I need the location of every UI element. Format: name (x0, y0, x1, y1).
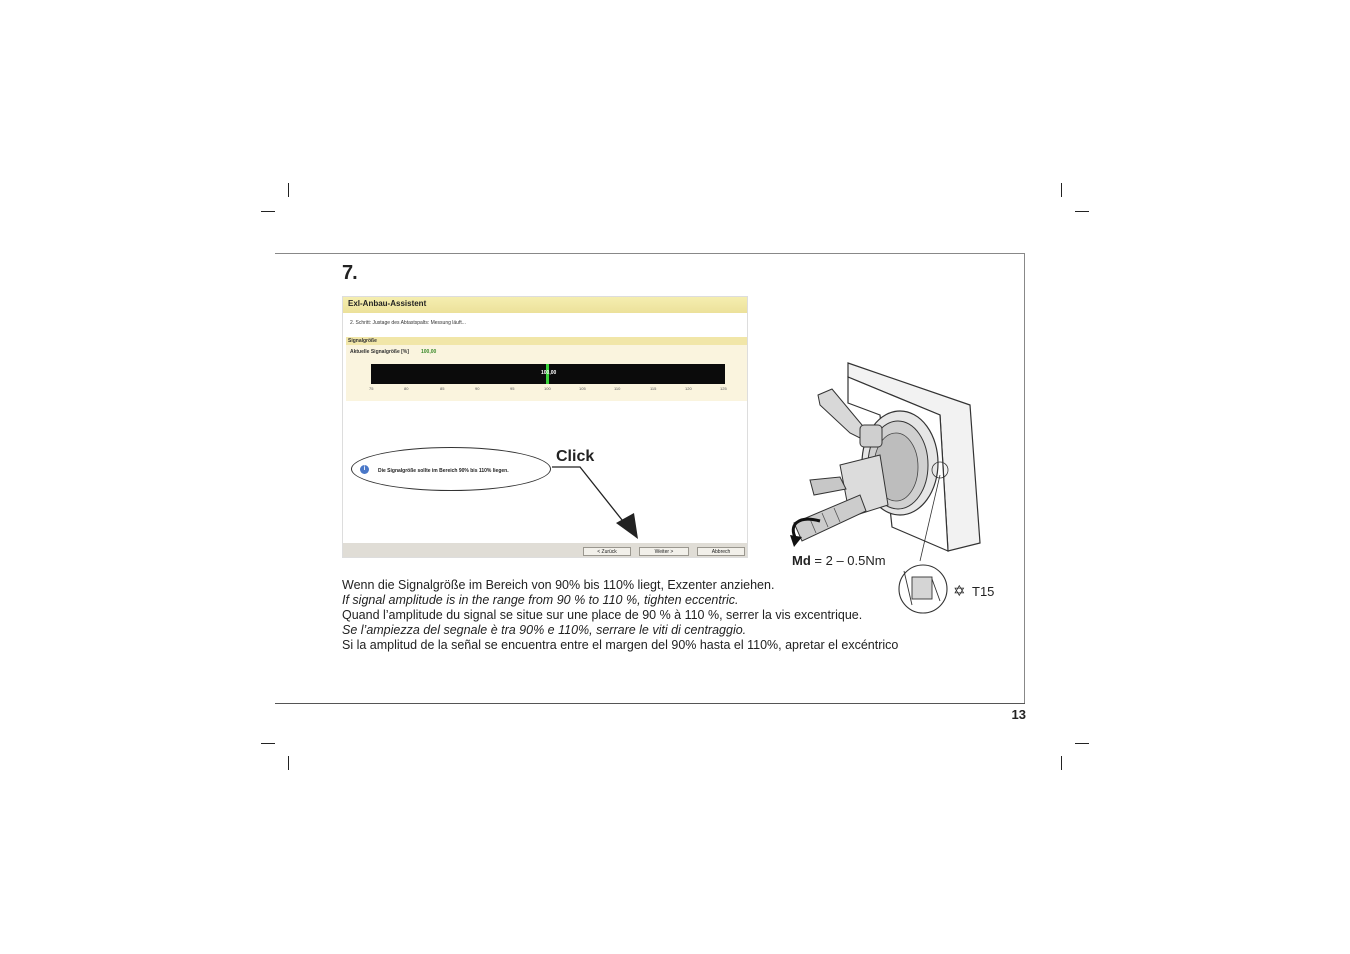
signal-panel (346, 337, 748, 401)
instruction-en: If signal amplitude is in the range from 90 % to 110 %, tighten eccentric. (342, 593, 739, 607)
crop-mark (261, 743, 275, 744)
scale-tick: 125 (720, 386, 727, 391)
signal-panel-title: Signalgröße (348, 338, 377, 344)
scale-tick: 75 (369, 386, 374, 391)
cancel-button[interactable]: Abbrech (697, 547, 745, 556)
click-label: Click (556, 448, 595, 465)
scale-tick: 85 (440, 386, 445, 391)
torque-symbol: Md (792, 553, 811, 568)
scale-tick: 110 (614, 386, 621, 391)
info-icon: i (360, 465, 369, 474)
scale-tick: 105 (579, 386, 586, 391)
step-number: 7. (342, 262, 357, 284)
signal-bar (371, 364, 725, 384)
crop-mark (1075, 743, 1089, 744)
signal-panel-header (346, 337, 748, 345)
crop-mark (288, 183, 289, 197)
instruction-es: Si la amplitud de la señal se encuentra entre el margen del 90% hasta el 110%, apretar el excéntrico (342, 638, 899, 652)
page-number: 13 (1011, 707, 1026, 722)
wizard-step-subtitle: 2. Schritt: Justage des Abtastspalts: Messung läuft... (350, 320, 466, 326)
crop-mark (288, 756, 289, 770)
scale-tick: 80 (404, 386, 409, 391)
torque-spec (792, 553, 886, 568)
scale-tick: 90 (475, 386, 480, 391)
wizard-title-bar (343, 297, 748, 313)
frame-bottom-rule (275, 703, 1025, 704)
instruction-it: Se l’ampiezza del segnale è tra 90% e 110%, serrare le viti di centraggio. (342, 623, 747, 637)
crop-mark (1061, 756, 1062, 770)
wizard-title: Exl-Anbau-Assistent (348, 299, 427, 308)
back-button[interactable]: < Zurück (583, 547, 631, 556)
encoder-mounting-illustration (780, 355, 995, 615)
torx-star-icon: ✡ (953, 583, 966, 600)
instruction-fr: Quand l’amplitude du signal se situe sur une place de 90 % à 110 %, serrer la vis excentrique. (342, 608, 863, 622)
crop-mark (261, 211, 275, 212)
scale-tick: 95 (510, 386, 515, 391)
tool-size: T15 (972, 584, 995, 599)
torque-value: = 2 – 0.5Nm (814, 553, 886, 568)
crop-mark (1061, 183, 1062, 197)
info-callout (351, 447, 551, 491)
scale-tick: 120 (685, 386, 692, 391)
instruction-de: Wenn die Signalgröße im Bereich von 90% bis 110% liegt, Exzenter anziehen. (342, 578, 775, 592)
wizard-footer (343, 543, 748, 558)
signal-value: 100,00 (421, 349, 437, 355)
info-callout-text: Die Signalgröße sollte im Bereich 90% bis 110% liegen. (378, 468, 509, 474)
scale-tick: 115 (650, 386, 657, 391)
crop-mark (1075, 211, 1089, 212)
next-button[interactable]: Weiter > (639, 547, 689, 556)
frame-right-rule (1024, 253, 1025, 703)
scale-tick: 100 (544, 386, 551, 391)
signal-label: Aktuelle Signalgröße [%] (350, 349, 409, 355)
frame-top-rule (275, 253, 1025, 254)
signal-bar-value: 100,00 (541, 370, 557, 376)
instruction-text-block (342, 578, 898, 653)
click-arrow (540, 455, 650, 545)
